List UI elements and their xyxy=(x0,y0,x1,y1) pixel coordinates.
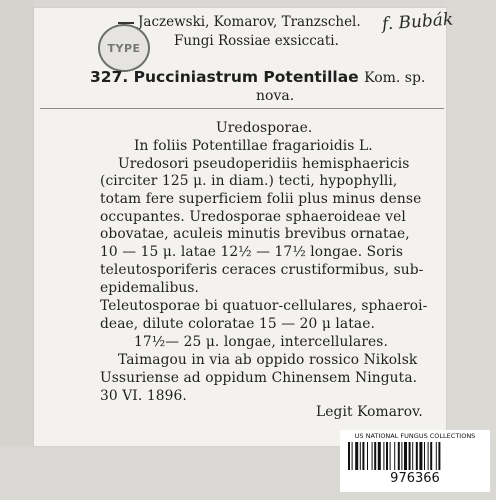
barcode-bar xyxy=(394,442,395,470)
barcode-bar xyxy=(348,442,350,470)
barcode-bar xyxy=(360,442,361,470)
handwritten-annotation: f. Bubák xyxy=(381,9,454,35)
specimen-author: Kom. sp. xyxy=(364,70,426,86)
body-line-3: Uredosori pseudoperidiis hemisphaericis xyxy=(118,156,410,172)
body-line-14: Taimagou in via ab oppido rossico Nikolsk xyxy=(118,352,418,368)
barcode-bar xyxy=(438,442,440,470)
body-line-9: teleutosporiferis ceraces crustiformibus, sub- xyxy=(100,262,424,278)
barcode-bar xyxy=(355,442,358,470)
barcode-bar xyxy=(383,442,384,470)
specimen-name: Pucciniastrum Potentillae xyxy=(133,68,359,86)
body-line-2: In foliis Potentillae fragarioidis L. xyxy=(134,138,373,154)
barcode-bar xyxy=(424,442,425,470)
barcode-number: 976366 xyxy=(390,471,440,486)
body-line-12: deae, dilute coloratae 15 — 20 μ latae. xyxy=(100,316,375,332)
barcode-bar xyxy=(378,442,381,470)
body-line-5: totam fere superficiem folii plus minus dense xyxy=(100,191,422,207)
specimen-author-cont: nova. xyxy=(256,88,295,104)
header-series: Fungi Rossiae exsiccati. xyxy=(174,33,339,49)
barcode-bar xyxy=(412,442,413,470)
background-right xyxy=(446,0,496,500)
collector-line: Legit Komarov. xyxy=(316,404,423,420)
barcode-bar xyxy=(390,442,391,470)
body-line-11: Teleutosporae bi quatuor-cellulares, sphaeroi- xyxy=(100,298,428,314)
body-line-6: occupantes. Uredosporae sphaeroideae vel xyxy=(100,209,406,225)
type-stamp-text: TYPE xyxy=(107,41,141,55)
body-line-1: Uredosporae. xyxy=(216,120,313,136)
body-line-16: 30 VI. 1896. xyxy=(100,388,187,404)
barcode-bar xyxy=(419,442,422,470)
body-line-8: 10 — 15 μ. latae 12½ — 17½ longae. Soris xyxy=(100,244,404,260)
barcode-bar xyxy=(386,442,388,470)
barcode-bar xyxy=(428,442,429,470)
barcode-bar xyxy=(404,442,407,470)
barcode-bars xyxy=(348,442,482,470)
specimen-title xyxy=(90,69,425,86)
divider-rule xyxy=(40,108,444,109)
barcode-bar xyxy=(374,442,376,470)
body-line-13: 17½— 25 μ. longae, intercellulares. xyxy=(134,334,388,350)
barcode-bar xyxy=(362,442,364,470)
body-line-10: epidemalibus. xyxy=(100,280,200,296)
barcode-bar xyxy=(436,442,437,470)
barcode-bar xyxy=(398,442,400,470)
barcode-label xyxy=(340,430,490,492)
background-left xyxy=(0,0,34,500)
barcode-bar xyxy=(372,442,373,470)
barcode-bar xyxy=(416,442,418,470)
body-line-15: Ussuriense ad oppidum Chinensem Ninguta. xyxy=(100,370,418,386)
barcode-bar xyxy=(367,442,368,470)
specimen-number: 327. xyxy=(90,68,129,86)
body-line-7: obovatae, aculeis minutis brevibus ornatae, xyxy=(100,226,410,242)
header-authors: Jaczewski, Komarov, Tranzschel. xyxy=(138,14,361,30)
type-stamp xyxy=(98,24,150,72)
barcode-caption: US NATIONAL FUNGUS COLLECTIONS xyxy=(354,432,476,440)
barcode-bar xyxy=(430,442,432,470)
barcode-bar xyxy=(352,442,353,470)
body-line-4: (circiter 125 μ. in diam.) tecti, hypophylli, xyxy=(100,173,398,189)
barcode-bar xyxy=(409,442,411,470)
barcode-bar xyxy=(401,442,402,470)
